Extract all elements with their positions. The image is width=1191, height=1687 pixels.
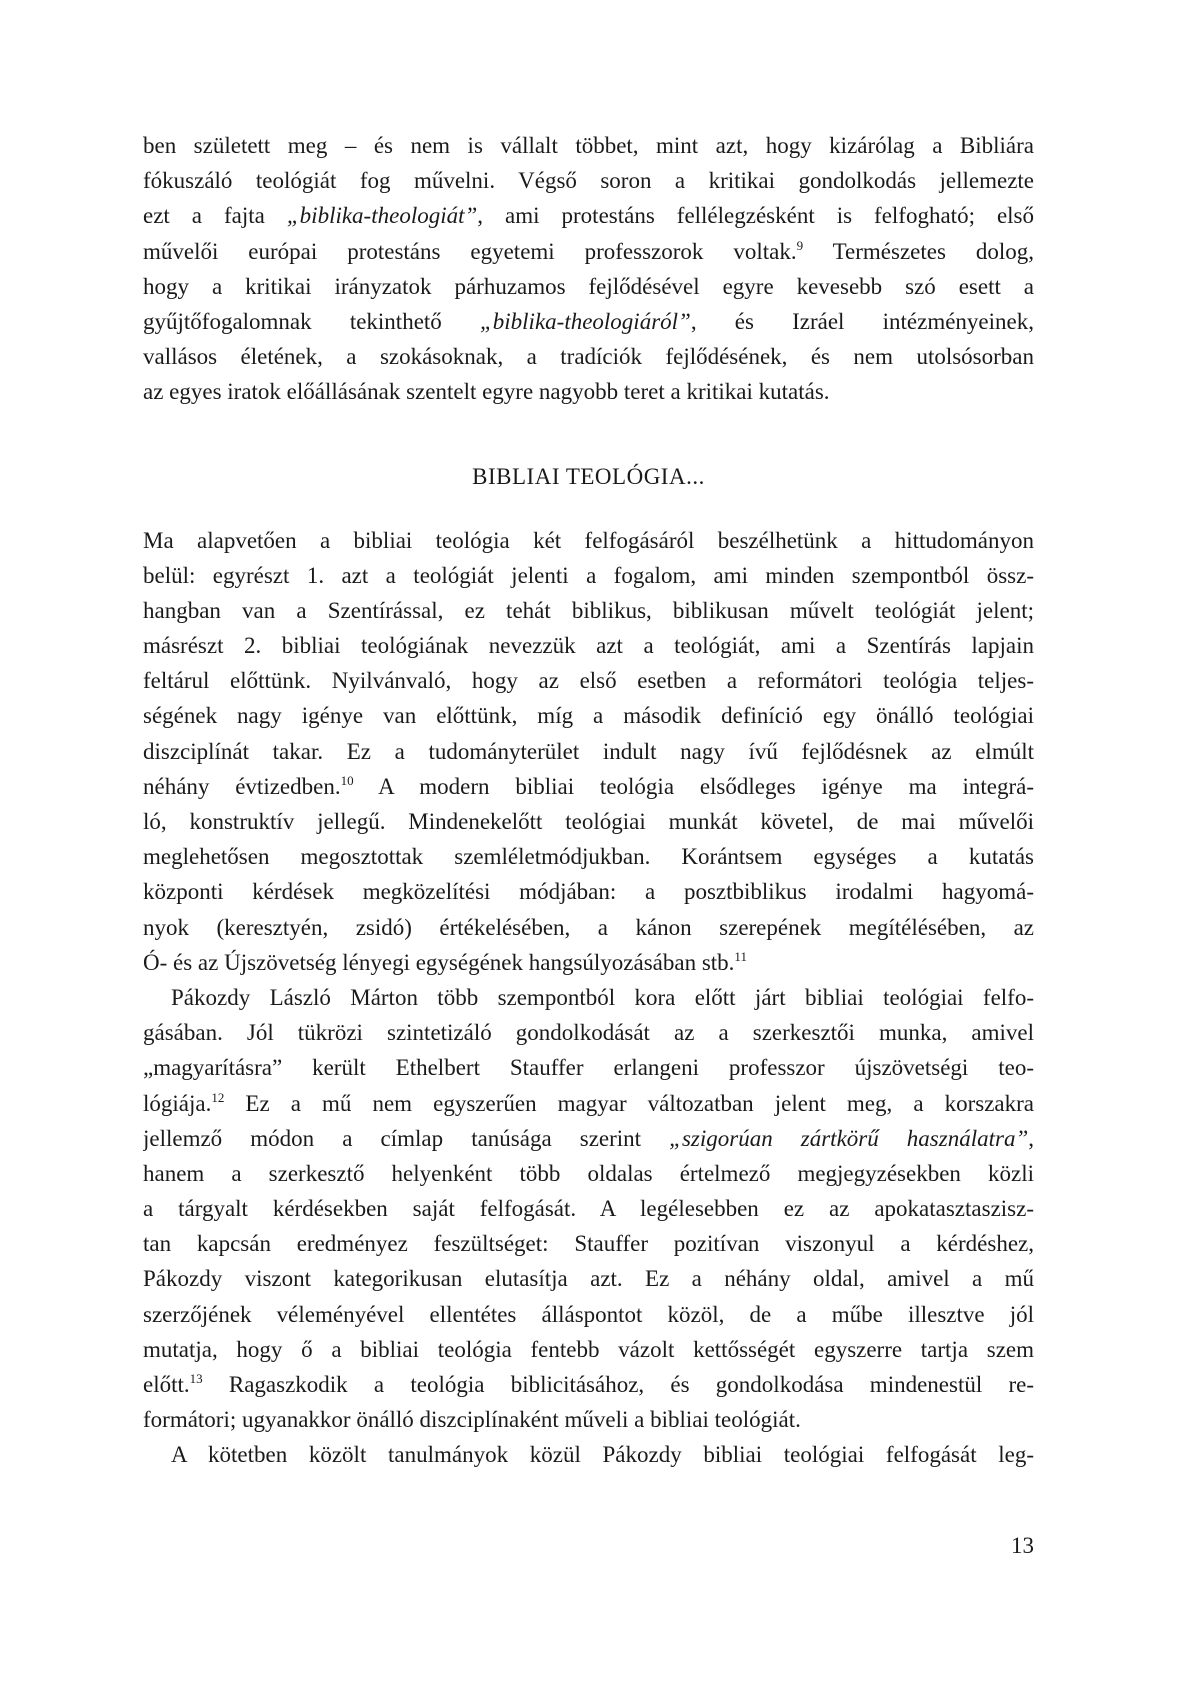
footnote-marker[interactable]: 12 [211,1089,225,1105]
footnote-marker[interactable]: 9 [796,237,804,253]
text-line: fókuszáló teológiát fog művelni. Végső soron a kritikai gondolkodás jellemezte [143,168,1034,194]
text-line: jellemző módon a címlap tanúsága szerint „szigorúan zártkörű használatra”, [143,1125,1034,1151]
italic-term: „szigorúan zártkörű használatra” [669,1125,1029,1151]
text-line: ben született meg – és nem is vállalt többet, mint azt, hogy kizárólag a Bibliára [143,133,1034,158]
section-heading: BIBLIAI TEOLÓGIA... [472,463,705,489]
page-body [143,128,1034,1473]
italic-term: „biblika-theologiát” [286,203,478,229]
footnote-marker[interactable]: 13 [189,1371,203,1386]
text-line: A kötetben közölt tanulmányok közül Pákozdy bibliai teológiai felfogását leg- [171,1442,1034,1468]
text-line: Pákozdy viszont kategorikusan elutasítja azt. Ez a néhány oldal, amivel a mű [143,1266,1034,1292]
paragraph-1 [143,128,1034,410]
text-line: gyűjtőfogalomnak tekinthető „biblika-theologiáról”, és Izráel intézményeinek, [143,308,1034,334]
text-line: művelői európai protestáns egyetemi professzorok voltak.$^9$ Természetes dolog, [143,237,1034,264]
text-line: formátori; ugyanakkor önálló diszciplínaként műveli a bibliai teológiát. [143,1407,801,1433]
text-line: ló, konstruktív jellegű. Mindenekelőtt teológiai munkát követel, de mai művelői [143,809,1034,834]
text-line: „magyarításra” került Ethelbert Stauffer erlangeni professzor újszövetségi teo- [143,1055,1034,1081]
text-line: szerzőjének véleményével ellentétes álláspontot közöl, de a műbe illesztve jól [143,1301,1034,1327]
paragraph-4 [143,1437,1034,1472]
text-line: gásában. Jól tükrözi szintetizáló gondolkodását az a szerkesztői munka, amivel [143,1020,1034,1046]
text-line: másrészt 2. bibliai teológiának nevezzük azt a teológiát, ami a Szentírás lapjain [143,633,1034,659]
text-line: Ma alapvetően a bibliai teológia két felfogásáról beszélhetünk a hittudományon [143,527,1034,553]
paragraph-2 [143,523,1034,980]
text-line: hangban van a Szentírással, ez tehát biblikus, biblikusan művelt teológiát jelent; [143,597,1034,623]
text-line: központi kérdések megközelítési módjában: a posztbiblikus irodalmi hagyomá- [143,879,1034,905]
text-line: az egyes iratok előállásának szentelt egyre nagyobb teret a kritikai kutatás. [143,379,830,405]
text-line: feltárul előttünk. Nyilvánvaló, hogy az első esetben a reformátori teológia teljes- [143,668,1034,694]
text-line: lógiája.$^{12}$ Ez a mű nem egyszerűen magyar változatban jelent meg, a korszakra [143,1089,1034,1116]
text-line: nyok (keresztyén, zsidó) értékelésében, a kánon szerepének megítélésében, az [143,914,1034,940]
text-line: belül: egyrészt 1. azt a teológiát jelenti a fogalom, ami minden szempontból össz- [143,562,1034,588]
text-line: diszciplínát takar. Ez a tudományterület indult nagy ívű fejlődésnek az elmúlt [143,738,1034,764]
text-line: előtt.$^{13}$ Ragaszkodik a teológia biblicitásához, és gondolkodása mindenestül re- [143,1371,1034,1397]
text-line: hanem a szerkesztő helyenként több oldalas értelmező megjegyzésekben közli [143,1160,1034,1186]
text-line: Pákozdy László Márton több szempontból kora előtt járt bibliai teológiai felfo- [171,984,1034,1010]
text-line: mutatja, hogy ő a bibliai teológia fentebb vázolt kettősségét egyszerre tartja szem [143,1336,1034,1362]
footnote-marker[interactable]: 10 [340,772,354,788]
text-line: tan kapcsán eredményez feszültséget: Stauffer pozitívan viszonyul a kérdéshez, [143,1231,1034,1257]
text-line: Ó- és az Újszövetség lényegi egységének hangsúlyozásában stb.$^{11}$ [143,948,747,975]
italic-term: „biblika-theologiáról” [479,308,691,334]
page-number: 13 [1011,1533,1034,1558]
text-line: néhány évtizedben.$^{10}$ A modern bibliai teológia elsődleges igénye ma integrá- [143,772,1034,799]
text-line: meglehetősen megosztottak szemléletmódjukban. Korántsem egységes a kutatás [143,844,1034,870]
text-line: vallásos életének, a szokásoknak, a tradíciók fejlődésének, és nem utolsósorban [143,344,1034,370]
text-line: ezt a fajta „biblika-theologiát”, ami protestáns fellélegzésként is felfogható; első [143,203,1034,229]
text-line: ségének nagy igénye van előttünk, míg a második definíció egy önálló teológiai [143,703,1034,729]
footnote-marker[interactable]: 11 [734,948,747,964]
paragraph-3 [143,980,1034,1437]
text-line: hogy a kritikai irányzatok párhuzamos fejlődésével egyre kevesebb szó esett a [143,273,1034,299]
text-line: a tárgyalt kérdésekben saját felfogását. A legélesebben ez az apokatasztaszisz- [143,1196,1034,1222]
